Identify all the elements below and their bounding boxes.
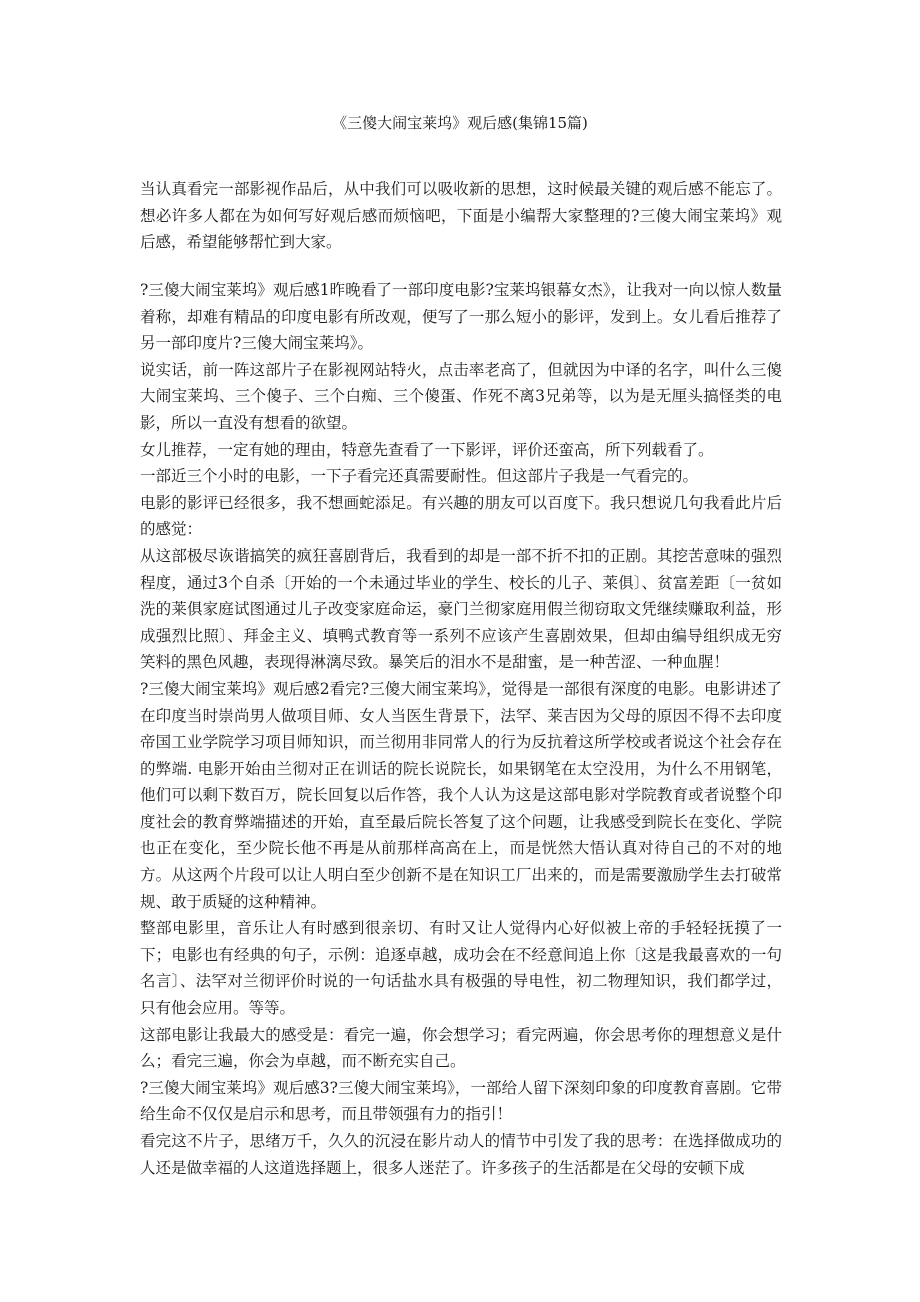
body-section xyxy=(140,277,782,1181)
document-title: 《三傻大闹宝莱坞》观后感(集锦15篇) xyxy=(332,114,588,132)
body-paragraph: 整部电影里，音乐让人有时感到很亲切、有时又让人觉得内心好似被上帝的手轻轻抚摸了一下；电影也有经典的句子，示例：追逐卓越，成功会在不经意间追上你〔这是我最喜欢的一句名言〕、法罕对兰彻评价时说的一句话盐水具有极强的导电性，初二物理知识，我们都学过，只有他会应用。等等。 xyxy=(140,919,782,1018)
review-2-paragraph: ?三傻大闹宝莱坞》观后感2看完?三傻大闹宝莱坞》，觉得是一部很有深度的电影。电影讲述了在印度当时崇尚男人做项目师、女人当医生背景下，法罕、莱吉因为父母的原因不得不去印度帝国工业学院学习项目师知识，而兰彻用非同常人的行为反抗着这所学校或者说这个社会存在的弊端. 电影开始由兰彻对正在训话的院长说院长，如果钢笔在太空没用，为什么不用钢笔，他们可以剩下数百万，院长回复以后作答，我个人认为这是这部电影对学院教育或者说整个印度社会的教育弊端描述的开始，直至最后院长答复了这个问题，让我感受到院长在变化、学院也正在变化，至少院长他不再是从前那样高高在上，而是恍然大悟认真对待自己的不对的地方。从这两个片段可以让人明白至少创新不是在知识工厂出来的，而是需要激励学生去打破常规、敢于质疑的这种精神。 xyxy=(140,679,782,911)
body-paragraph: 看完这不片子，思绪万千，久久的沉浸在影片动人的情节中引发了我的思考：在选择做成功的人还是做幸福的人这道选择题上，很多人迷茫了。许多孩子的生活都是在父母的安顿下成 xyxy=(140,1132,782,1177)
body-paragraph: 说实话，前一阵这部片子在影视网站特火，点击率老高了，但就因为中译的名字，叫什么三傻大闹宝莱坞、三个傻子、三个白痴、三个傻蛋、作死不离3兄弟等，以为是无厘头搞怪类的电影，所以一直没有想看的欲望。 xyxy=(140,360,782,432)
body-paragraph: 从这部极尽诙谐搞笑的疯狂喜剧背后，我看到的却是一部不折不扣的正剧。其挖苦意味的强烈程度，通过3个自杀〔开始的一个未通过毕业的学生、校长的儿子、莱俱〕、贫富差距〔一贫如洗的莱俱家庭试图通过儿子改变家庭命运，豪门兰彻家庭用假兰彻窃取文凭继续赚取利益，形成强烈比照〕、拜金主义、填鸭式教育等一系列不应该产生喜剧效果，但却由编导组织成无穷笑料的黑色风趣，表现得淋漓尽致。暴笑后的泪水不是甜蜜，是一种苦涩、一种血腥！ xyxy=(140,546,782,672)
intro-paragraph: 当认真看完一部影视作品后，从中我们可以吸收新的思想，这时候最关键的观后感不能忘了。想必许多人都在为如何写好观后感而烦恼吧，下面是小编帮大家整理的?三傻大闹宝莱坞》观后感，希望能够帮忙到大家。 xyxy=(140,180,782,252)
review-3-paragraph: ?三傻大闹宝莱坞》观后感3?三傻大闹宝莱坞》，一部给人留下深刻印象的印度教育喜剧。它带给生命不仅仅是启示和思考，而且带领强有力的指引！ xyxy=(140,1078,782,1124)
body-paragraph: 这部电影让我最大的感受是：看完一遍，你会想学习；看完两遍，你会思考你的理想意义是什么；看完三遍，你会为卓越，而不断充实自己。 xyxy=(140,1025,782,1071)
review-1-paragraph: ?三傻大闹宝莱坞》观后感1昨晚看了一部印度电影?宝莱坞银幕女杰》，让我对一向以惊人数量着称，却难有精品的印度电影有所改观，便写了一那么短小的影评，发到上。女儿看后推荐了另一部印度片?三傻大闹宝莱坞》。 xyxy=(140,281,782,353)
body-paragraph: 电影的影评已经很多，我不想画蛇添足。有兴趣的朋友可以百度下。我只想说几句我看此片后的感觉： xyxy=(140,493,782,539)
body-paragraph: 女儿推荐，一定有她的理由，特意先查看了一下影评，评价还蛮高，所下列载看了。 xyxy=(140,440,714,459)
intro-section xyxy=(140,176,782,256)
body-paragraph: 一部近三个小时的电影，一下子看完还真需要耐性。但这部片子我是一气看完的。 xyxy=(140,467,699,486)
